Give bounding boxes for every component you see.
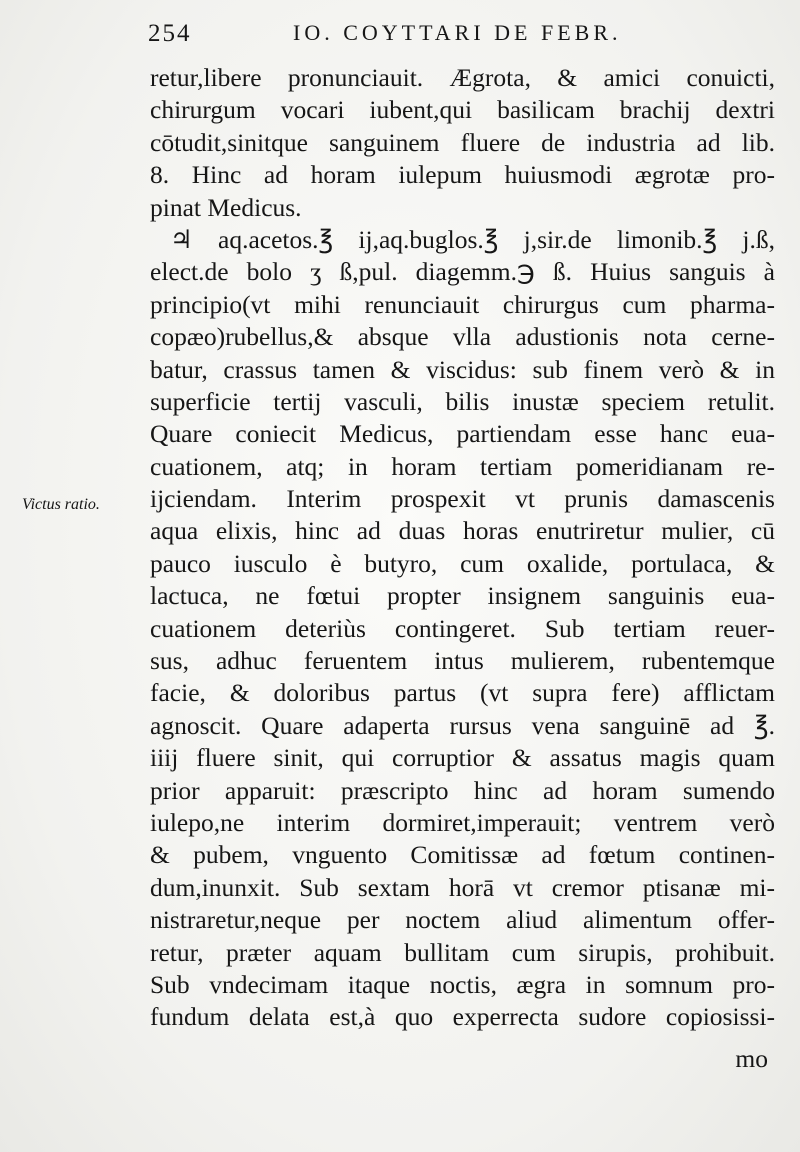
text-line: copæo)rubellus,& absque vlla adustionis nota cerne- — [150, 322, 775, 352]
text-line: iulepo,ne interim dormiret,imperauit; ventrem verò — [150, 807, 775, 837]
text-line: principio(vt mihi renunciauit chirurgus cum pharma- — [150, 289, 775, 319]
text-line: lactuca, ne fœtui propter insignem sanguinis eua- — [150, 581, 775, 611]
text-line: retur,libere pronunciauit. Ægrota, & amici conuicti, — [150, 63, 775, 92]
text-line: ♃ aq.acetos.℥ ij,aq.buglos.℥ j,sir.de limonib.℥ j.ß, — [170, 224, 775, 254]
text-line: & pubem, vnguento Comitissæ ad fœtum continen- — [150, 840, 775, 870]
running-title: IO. COYTTARI DE FEBR. — [293, 20, 622, 45]
text-line: facie, & doloribus partus (vt supra fere) afflictam — [150, 678, 775, 708]
text-line: fundum delata est,à quo experrecta sudore copiosissi- — [150, 1002, 775, 1032]
margin-note: Victus ratio. — [22, 496, 100, 513]
text-line: Quare coniecit Medicus, partiendam esse hanc eua- — [150, 419, 775, 449]
text-line: iiij fluere sinit, qui corruptior & assatus magis quam — [150, 743, 775, 773]
text-line: prior apparuit: præscripto hinc ad horam sumendo — [150, 775, 775, 805]
text-line: elect.de bolo ʒ ß,pul. diagemm.℈ ß. Huius sanguis à — [150, 257, 775, 287]
text-line: cuationem deteriùs contingeret. Sub tertiam reuer- — [150, 613, 775, 643]
body-text — [150, 62, 775, 1034]
text-line: cōtudit,sinitque sanguinem fluere de industria ad lib. — [150, 127, 775, 157]
text-line: ijciendam. Interim prospexit vt prunis damascenis — [150, 484, 775, 514]
text-line: agnoscit. Quare adaperta rursus vena sanguinē ad ℥. — [150, 710, 775, 740]
running-head — [148, 20, 768, 60]
text-line: aqua elixis, hinc ad duas horas enutriretur mulier, cū — [150, 516, 775, 546]
text-line: sus, adhuc feruentem intus mulierem, rubentemque — [150, 646, 775, 676]
text-line: cuationem, atq; in horam tertiam pomeridianam re- — [150, 451, 775, 481]
text-line: pauco iusculo è butyro, cum oxalide, portulaca, & — [150, 548, 775, 578]
text-line: Sub vndecimam itaque noctis, ægra in somnum pro- — [150, 969, 775, 999]
page-number: 254 — [148, 20, 192, 47]
text-line: 8. Hinc ad horam iulepum huiusmodi ægrotæ pro- — [150, 160, 775, 190]
text-line: chirurgum vocari iubent,qui basilicam brachij dextri — [150, 95, 775, 125]
text-line: pinat Medicus. — [150, 192, 302, 222]
text-line: dum,inunxit. Sub sextam horā vt cremor ptisanæ mi- — [150, 872, 775, 902]
text-line: nistraretur,neque per noctem aliud alimentum offer- — [150, 905, 775, 935]
catchword: mo — [735, 1044, 768, 1073]
text-line: batur, crassus tamen & viscidus: sub finem verò & in — [150, 354, 775, 384]
text-line: superficie tertij vasculi, bilis inustæ speciem retulit. — [150, 386, 775, 416]
text-line: retur, præter aquam bullitam cum sirupis, prohibuit. — [150, 937, 775, 967]
